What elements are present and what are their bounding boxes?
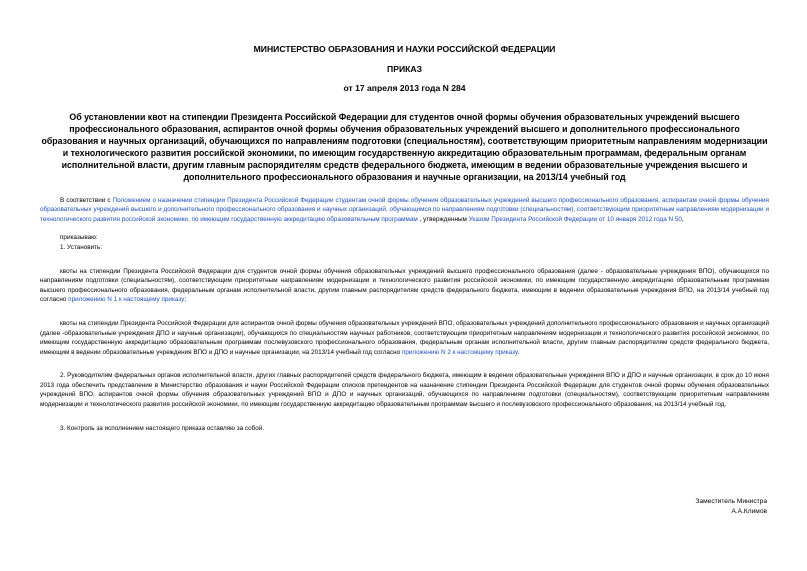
signer-position: Заместитель Министра bbox=[695, 498, 767, 505]
item-2-paragraph: 2. Руководителям федеральных органов исполнительной власти, других главных распорядителей средств федерального бюджета, имеющим в ведении образовательные учреждения ВПО и ДПО и научные организации, в срок до 10 июня 2013 года обеспечить представление в Министерство образования и науки Российской Федерации списков претендентов на назначение стипендии Президента Российской Федерации для студентов очной формы обучения образовательных учреждений ВПО, аспирантов очной формы обучения образовательных учреждений ВПО и ДПО и научных организаций, обучающихся по направлениям подготовки (специальностям), соответствующим приоритетным направлениям модернизации и технологического развития российской экономики, по имеющим государственную аккредитацию образовательным программам высшего и послевузовского профессионального образования, на 2013/14 учебный год. bbox=[40, 372, 769, 409]
decree-link[interactable]: Указом Президента Российской Федерации от 10 января 2012 года N 50 bbox=[468, 215, 682, 223]
quota-2-paragraph bbox=[40, 319, 769, 357]
quota-2-end: . bbox=[517, 348, 520, 356]
doc-body bbox=[40, 196, 769, 434]
preamble-text-2: , утвержденным bbox=[417, 215, 469, 223]
regulation-link[interactable]: Положением о назначении стипендии Президента Российской Федерации студентам очной формы обучения образовательных учреждений высшего профессионального образования, аспирантам очной формы обучения образовательных учреждений высшего и дополнительного профессионального образования и научных организаций, обучающимся по направлениям подготовки (специальностям), соответствующим приоритетным направлениям модернизации и технологического развития российской экономики, по имеющим государственную аккредитацию образовательным программам bbox=[40, 196, 769, 223]
preamble-paragraph bbox=[40, 196, 769, 225]
quota-1-text: квоты на стипендии Президента Российской Федерации для студентов очной формы обучения образовательных учреждений высшего профессионального образования (далее - образовательные учреждения ВПО), обучающихся по направлениям подготовки (специальностям), соответствующим приоритетным направлениям модернизации и технологического развития российской экономики, по имеющим государственную аккредитацию образовательным программам высшего профессионального образования, федеральным органам исполнительной власти, другим главным распорядителям средств федерального бюджета, имеющим в ведении образовательные учреждения ВПО, на 2013/14 учебный год согласно bbox=[40, 267, 769, 304]
doc-date-number: от 17 апреля 2013 года N 284 bbox=[343, 83, 466, 93]
appendix-1-link[interactable]: приложению N 1 к настоящему приказу bbox=[68, 296, 185, 304]
item-1-heading: 1. Установить: bbox=[60, 243, 103, 251]
item-3-paragraph: 3. Контроль за исполнением настоящего приказа оставляю за собой. bbox=[60, 424, 265, 432]
quota-1-paragraph bbox=[40, 267, 769, 305]
order-word: приказываю: bbox=[60, 234, 98, 242]
ministry-title: МИНИСТЕРСТВО ОБРАЗОВАНИЯ И НАУКИ РОССИЙСКОЙ ФЕДЕРАЦИИ bbox=[253, 44, 556, 54]
signer-name: А.А.Климов bbox=[731, 508, 767, 515]
appendix-2-link[interactable]: приложению N 2 к настоящему приказу bbox=[401, 348, 518, 356]
preamble-text-1: В соответствии с bbox=[60, 196, 113, 204]
doc-type: ПРИКАЗ bbox=[387, 64, 422, 74]
doc-subject: Об установлении квот на стипендии Президента Российской Федерации для студентов очной формы обучения образовательных учреждений высшего профессионального образования, аспирантов очной формы обучения образовательных учреждений высшего и дополнительного профессионального образования и научных организаций, обучающихся по направлениям подготовки (специальностям), соответствующим приоритетным направлениям модернизации и технологического развития российской экономики, по имеющим государственную аккредитацию образовательным программам, федеральным органам исполнительной власти, другим главным распорядителям средств федерального бюджета, имеющим в ведении образовательные учреждения высшего и дополнительного профессионального образования и научные организации, на 2013/14 учебный год bbox=[41, 112, 768, 183]
signature-block bbox=[695, 497, 767, 517]
quota-2-text: квоты на стипендии Президента Российской Федерации для аспирантов очной формы обучения образовательных учреждений ВПО, образовательных учреждений дополнительного профессионального образования и научных организаций (далее -образовательные учреждения ДПО и научные организации), обучающихся по специальностям научных работников, соответствующим приоритетным направлениям модернизации и технологического развития российской экономики, по имеющим государственную аккредитацию образовательным программам послевузовского профессионального образования, федеральным органам исполнительной власти, другим главным распорядителям средств федерального бюджета, имеющим в ведении образовательные учреждения ВПО и ДПО и научные организации, на 2013/14 учебный год согласно bbox=[40, 319, 769, 356]
quota-1-end: ; bbox=[184, 296, 187, 304]
preamble-text-3: , bbox=[681, 215, 684, 223]
